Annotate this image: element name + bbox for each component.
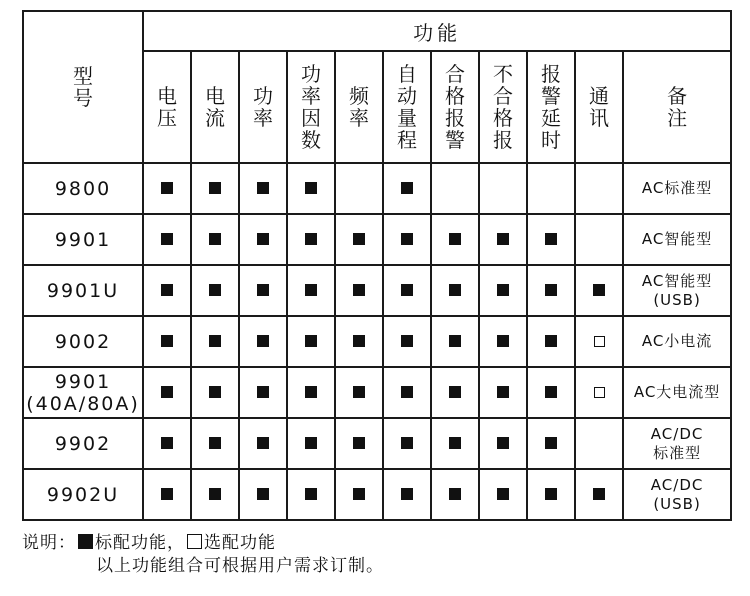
filled-square-icon bbox=[401, 386, 413, 398]
feature-cell-alarm_delay bbox=[527, 163, 575, 214]
feature-cell-current bbox=[191, 214, 239, 265]
feature-cell-power_factor bbox=[287, 316, 335, 367]
empty-square-icon bbox=[594, 336, 605, 347]
table-row bbox=[23, 367, 731, 418]
feature-cell-power bbox=[239, 418, 287, 469]
remark-cell bbox=[623, 265, 731, 316]
filled-square-icon bbox=[161, 437, 173, 449]
filled-square-icon bbox=[353, 233, 365, 245]
column-header-communication bbox=[575, 51, 623, 163]
feature-cell-fail_alarm bbox=[479, 367, 527, 418]
feature-cell-auto_range bbox=[383, 214, 431, 265]
feature-cell-fail_alarm bbox=[479, 163, 527, 214]
feature-cell-current bbox=[191, 469, 239, 520]
feature-cell-auto_range bbox=[383, 316, 431, 367]
feature-cell-auto_range bbox=[383, 163, 431, 214]
feature-cell-power bbox=[239, 469, 287, 520]
filled-square-icon bbox=[257, 488, 269, 500]
feature-cell-frequency bbox=[335, 469, 383, 520]
filled-square-icon bbox=[497, 437, 509, 449]
feature-cell-pass_alarm bbox=[431, 163, 479, 214]
filled-square-icon bbox=[161, 233, 173, 245]
feature-cell-pass_alarm bbox=[431, 469, 479, 520]
feature-cell-power_factor bbox=[287, 214, 335, 265]
feature-cell-power bbox=[239, 265, 287, 316]
model-label: 9901 bbox=[54, 228, 112, 251]
remark-label: AC小电流 bbox=[641, 332, 713, 350]
feature-cell-power_factor bbox=[287, 163, 335, 214]
column-header-remark bbox=[623, 51, 731, 163]
filled-square-icon bbox=[401, 335, 413, 347]
filled-square-icon bbox=[353, 335, 365, 347]
filled-square-icon bbox=[257, 437, 269, 449]
filled-square-icon bbox=[209, 335, 221, 347]
feature-cell-frequency bbox=[335, 214, 383, 265]
feature-cell-power bbox=[239, 163, 287, 214]
column-header-label: 频率 bbox=[349, 84, 369, 130]
filled-square-icon bbox=[449, 335, 461, 347]
feature-cell-power_factor bbox=[287, 367, 335, 418]
filled-square-icon bbox=[161, 488, 173, 500]
filled-square-icon bbox=[449, 386, 461, 398]
filled-square-icon bbox=[401, 488, 413, 500]
feature-cell-alarm_delay bbox=[527, 418, 575, 469]
filled-square-icon bbox=[353, 284, 365, 296]
column-header-label: 电流 bbox=[205, 84, 225, 130]
table-row bbox=[23, 163, 731, 214]
filled-square-icon bbox=[497, 386, 509, 398]
column-header-current bbox=[191, 51, 239, 163]
filled-square-icon bbox=[401, 284, 413, 296]
column-header-label: 备注 bbox=[667, 84, 688, 130]
model-label: 9901U bbox=[46, 279, 120, 302]
filled-square-icon bbox=[305, 182, 317, 194]
remark-cell bbox=[623, 163, 731, 214]
filled-square-icon bbox=[257, 335, 269, 347]
feature-cell-alarm_delay bbox=[527, 367, 575, 418]
model-label: 9902U bbox=[46, 483, 120, 506]
feature-cell-power bbox=[239, 316, 287, 367]
filled-square-icon bbox=[593, 284, 605, 296]
header-row-1 bbox=[23, 11, 731, 51]
feature-cell-voltage bbox=[143, 418, 191, 469]
legend-standard-label: 标配功能， bbox=[95, 533, 185, 553]
filled-square-icon bbox=[305, 335, 317, 347]
filled-square-icon bbox=[209, 437, 221, 449]
remark-label: AC/DC bbox=[650, 475, 704, 494]
feature-cell-pass_alarm bbox=[431, 316, 479, 367]
filled-square-icon bbox=[161, 335, 173, 347]
column-header-pass_alarm bbox=[431, 51, 479, 163]
filled-square-icon bbox=[353, 386, 365, 398]
column-header-label: 电压 bbox=[157, 84, 177, 130]
feature-cell-fail_alarm bbox=[479, 316, 527, 367]
feature-cell-frequency bbox=[335, 265, 383, 316]
feature-cell-power_factor bbox=[287, 418, 335, 469]
filled-square-icon bbox=[305, 386, 317, 398]
remark-label: AC大电流型 bbox=[633, 383, 721, 401]
feature-cell-auto_range bbox=[383, 418, 431, 469]
feature-cell-frequency bbox=[335, 367, 383, 418]
feature-cell-current bbox=[191, 367, 239, 418]
filled-square-icon bbox=[401, 233, 413, 245]
table-row bbox=[23, 418, 731, 469]
model-label: 9901 bbox=[54, 370, 112, 393]
filled-square-icon bbox=[545, 488, 557, 500]
model-label: 9002 bbox=[54, 330, 112, 353]
feature-cell-current bbox=[191, 163, 239, 214]
feature-cell-voltage bbox=[143, 163, 191, 214]
model-cell bbox=[23, 316, 143, 367]
filled-square-icon bbox=[449, 437, 461, 449]
filled-square-icon bbox=[545, 233, 557, 245]
feature-cell-communication bbox=[575, 214, 623, 265]
column-header-voltage bbox=[143, 51, 191, 163]
feature-cell-alarm_delay bbox=[527, 265, 575, 316]
filled-square-icon bbox=[209, 182, 221, 194]
remark-label: AC智能型 bbox=[641, 230, 713, 248]
feature-cell-current bbox=[191, 418, 239, 469]
table-row bbox=[23, 265, 731, 316]
filled-square-icon bbox=[449, 488, 461, 500]
column-header-label: 合格报警 bbox=[445, 62, 465, 152]
filled-square-icon bbox=[449, 284, 461, 296]
feature-cell-communication bbox=[575, 316, 623, 367]
feature-cell-voltage bbox=[143, 316, 191, 367]
table-row bbox=[23, 469, 731, 520]
filled-square-icon bbox=[257, 233, 269, 245]
column-header-label: 自动量程 bbox=[397, 62, 417, 152]
remark-cell bbox=[623, 214, 731, 265]
legend-optional-label: 选配功能 bbox=[204, 533, 276, 553]
model-header bbox=[23, 11, 143, 163]
feature-cell-alarm_delay bbox=[527, 469, 575, 520]
feature-cell-current bbox=[191, 265, 239, 316]
filled-square-icon bbox=[449, 233, 461, 245]
column-header-label: 报警延时 bbox=[541, 62, 561, 152]
feature-cell-communication bbox=[575, 469, 623, 520]
remark-cell bbox=[623, 418, 731, 469]
filled-square-icon bbox=[209, 233, 221, 245]
legend-note: 以上功能组合可根据用户需求订制。 bbox=[96, 556, 384, 576]
filled-square-icon bbox=[161, 386, 173, 398]
model-cell bbox=[23, 367, 143, 418]
filled-square-icon bbox=[545, 386, 557, 398]
table-row bbox=[23, 316, 731, 367]
feature-cell-auto_range bbox=[383, 265, 431, 316]
legend-line-1 bbox=[22, 532, 384, 555]
feature-cell-auto_range bbox=[383, 469, 431, 520]
feature-cell-voltage bbox=[143, 214, 191, 265]
filled-square-icon bbox=[401, 437, 413, 449]
model-cell bbox=[23, 163, 143, 214]
remark-label: (USB) bbox=[653, 494, 701, 513]
remark-cell bbox=[623, 469, 731, 520]
filled-square-icon bbox=[401, 182, 413, 194]
filled-square-icon bbox=[305, 488, 317, 500]
feature-cell-voltage bbox=[143, 469, 191, 520]
column-header-fail_alarm bbox=[479, 51, 527, 163]
legend bbox=[22, 532, 384, 578]
remark-label: 标准型 bbox=[653, 443, 702, 462]
model-cell bbox=[23, 418, 143, 469]
remark-label: AC智能型 bbox=[641, 271, 713, 290]
column-header-alarm_delay bbox=[527, 51, 575, 163]
filled-square-icon bbox=[161, 182, 173, 194]
column-header-power bbox=[239, 51, 287, 163]
feature-cell-voltage bbox=[143, 367, 191, 418]
feature-cell-auto_range bbox=[383, 367, 431, 418]
filled-square-icon bbox=[497, 488, 509, 500]
model-cell bbox=[23, 469, 143, 520]
remark-label: AC标准型 bbox=[641, 179, 713, 197]
filled-square-icon bbox=[209, 284, 221, 296]
model-label: (40A/80A) bbox=[26, 392, 140, 415]
remark-label: AC/DC bbox=[650, 424, 704, 443]
column-header-power_factor bbox=[287, 51, 335, 163]
feature-cell-communication bbox=[575, 418, 623, 469]
model-cell bbox=[23, 265, 143, 316]
column-header-frequency bbox=[335, 51, 383, 163]
feature-cell-fail_alarm bbox=[479, 214, 527, 265]
filled-square-icon bbox=[305, 233, 317, 245]
table-body bbox=[23, 163, 731, 520]
table-row bbox=[23, 214, 731, 265]
remark-cell bbox=[623, 316, 731, 367]
feature-cell-communication bbox=[575, 163, 623, 214]
filled-square-icon bbox=[353, 488, 365, 500]
filled-square-icon bbox=[497, 233, 509, 245]
feature-cell-current bbox=[191, 316, 239, 367]
function-header: 功能 bbox=[143, 11, 731, 51]
column-header-auto_range bbox=[383, 51, 431, 163]
column-header-label: 不合格报 bbox=[493, 62, 513, 152]
feature-cell-frequency bbox=[335, 163, 383, 214]
filled-square-icon bbox=[257, 284, 269, 296]
feature-cell-pass_alarm bbox=[431, 367, 479, 418]
filled-square-icon bbox=[497, 284, 509, 296]
legend-prefix: 说明： bbox=[22, 533, 76, 553]
feature-cell-pass_alarm bbox=[431, 418, 479, 469]
feature-cell-alarm_delay bbox=[527, 316, 575, 367]
remark-label: (USB) bbox=[653, 290, 701, 309]
feature-cell-communication bbox=[575, 265, 623, 316]
model-label: 9902 bbox=[54, 432, 112, 455]
filled-square-icon bbox=[257, 182, 269, 194]
filled-square-icon bbox=[305, 284, 317, 296]
model-label: 9800 bbox=[54, 177, 112, 200]
feature-cell-fail_alarm bbox=[479, 469, 527, 520]
feature-cell-fail_alarm bbox=[479, 418, 527, 469]
feature-cell-pass_alarm bbox=[431, 214, 479, 265]
filled-square-icon bbox=[78, 534, 93, 549]
filled-square-icon bbox=[497, 335, 509, 347]
feature-cell-voltage bbox=[143, 265, 191, 316]
column-header-label: 功率因数 bbox=[301, 62, 321, 152]
remark-cell bbox=[623, 367, 731, 418]
filled-square-icon bbox=[305, 437, 317, 449]
model-header-label: 型号 bbox=[73, 63, 93, 110]
filled-square-icon bbox=[161, 284, 173, 296]
column-header-label: 功率 bbox=[253, 84, 273, 130]
feature-cell-frequency bbox=[335, 316, 383, 367]
function-table bbox=[22, 10, 732, 521]
filled-square-icon bbox=[545, 335, 557, 347]
filled-square-icon bbox=[593, 488, 605, 500]
empty-square-icon bbox=[594, 387, 605, 398]
filled-square-icon bbox=[209, 386, 221, 398]
feature-cell-power_factor bbox=[287, 265, 335, 316]
feature-cell-pass_alarm bbox=[431, 265, 479, 316]
feature-cell-fail_alarm bbox=[479, 265, 527, 316]
model-cell bbox=[23, 214, 143, 265]
filled-square-icon bbox=[353, 437, 365, 449]
feature-cell-power bbox=[239, 214, 287, 265]
feature-cell-power bbox=[239, 367, 287, 418]
feature-cell-power_factor bbox=[287, 469, 335, 520]
feature-cell-frequency bbox=[335, 418, 383, 469]
column-header-label: 通讯 bbox=[589, 84, 609, 130]
feature-cell-communication bbox=[575, 367, 623, 418]
empty-square-icon bbox=[187, 534, 202, 549]
filled-square-icon bbox=[257, 386, 269, 398]
filled-square-icon bbox=[545, 284, 557, 296]
filled-square-icon bbox=[545, 437, 557, 449]
feature-cell-alarm_delay bbox=[527, 214, 575, 265]
filled-square-icon bbox=[209, 488, 221, 500]
